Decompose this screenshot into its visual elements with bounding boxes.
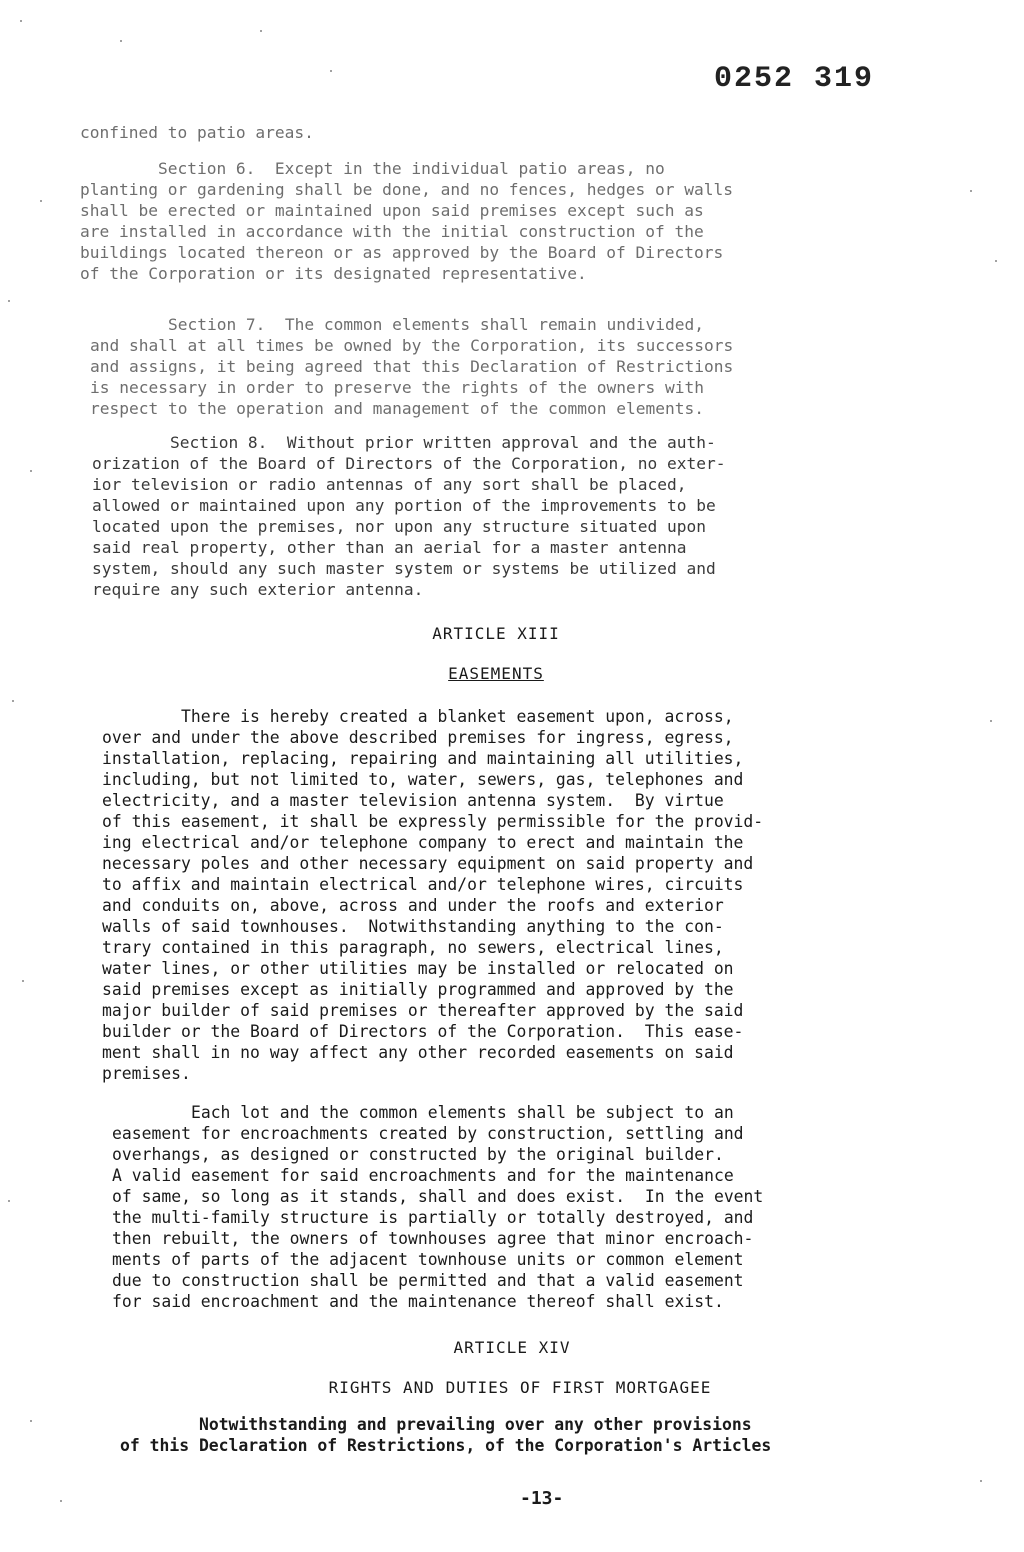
article-13-title: ARTICLE XIII (432, 624, 560, 643)
section-7-paragraph: Section 7. The common elements shall remain undivided, and shall at all times be owned by the Corporation, its successors and assigns, it being agreed that this Declaration of Restrictions is necessary in order to preserve the rights of the owners with respect to the operation and management of the common elements. (90, 315, 734, 418)
easement-paragraph-1: There is hereby created a blanket easement upon, across, over and under the above described premises for ingress, egress, installation, replacing, repairing and maintaining all utilities, including, but not limited to, water, sewers, gas, telephones and electricity, and a master television antenna system. By virtue of this easement, it shall be expressly permissible for the provid- ing electrical and/or telephone company to erect and maintain the necessary poles and other necessary equipment on said property and to affix and maintain electrical and/or telephone wires, circuits and conduits on, above, across and under the roofs and exterior walls of said townhouses. Notwithstanding anything to the con- trary contained in this paragraph, no sewers, electrical lines, water lines, or other utilities may be installed or relocated on said premises except as initially programmed and approved by the major builder of said premises or thereafter approved by the said builder or the Board of Directors of the Corporation. This ease- ment shall in no way affect any other recorded easements on said premises. (102, 707, 764, 1083)
section-6-paragraph: Section 6. Except in the individual patio areas, no planting or gardening shall be done, and no fences, hedges or walls shall be erected or maintained upon said premises except such as are installed in accordance with the initial construction of the buildings located thereon or as approved by the Board of Directors of the Corporation or its designated representative. (80, 159, 733, 283)
article-13-subtitle: EASEMENTS (448, 664, 544, 683)
article-14-subtitle: RIGHTS AND DUTIES OF FIRST MORTGAGEE (328, 1378, 712, 1397)
page-number: -13- (520, 1488, 564, 1509)
opening-fragment: confined to patio areas. (80, 123, 314, 142)
section-8-paragraph: Section 8. Without prior written approval and the auth- orization of the Board of Directors of the Corporation, no exter- ior television or radio antennas of any sort shall be placed, allowed or maintained upon any portion of the improvements to be located upon the premises, nor upon any structure situated upon said real property, other than an aerial for a master antenna system, should any such master system or systems be utilized and require any such exterior antenna. (92, 433, 726, 599)
recording-stamp: 0252 319 (713, 62, 874, 96)
closing-paragraph: Notwithstanding and prevailing over any other provisions of this Declaration of Restrictions, of the Corporation's Articles (120, 1415, 772, 1455)
easement-paragraph-2: Each lot and the common elements shall be subject to an easement for encroachments created by construction, settling and overhangs, as designed or constructed by the original builder. A valid easement for said encroachments and for the maintenance of same, so long as it stands, shall and does exist. In the event the multi-family structure is partially or totally destroyed, and then rebuilt, the owners of townhouses agree that minor encroach- ments of parts of the adjacent townhouse units or common element due to construction shall be permitted and that a valid easement for said encroachment and the maintenance thereof shall exist. (112, 1103, 764, 1311)
article-14-title: ARTICLE XIV (453, 1338, 571, 1357)
